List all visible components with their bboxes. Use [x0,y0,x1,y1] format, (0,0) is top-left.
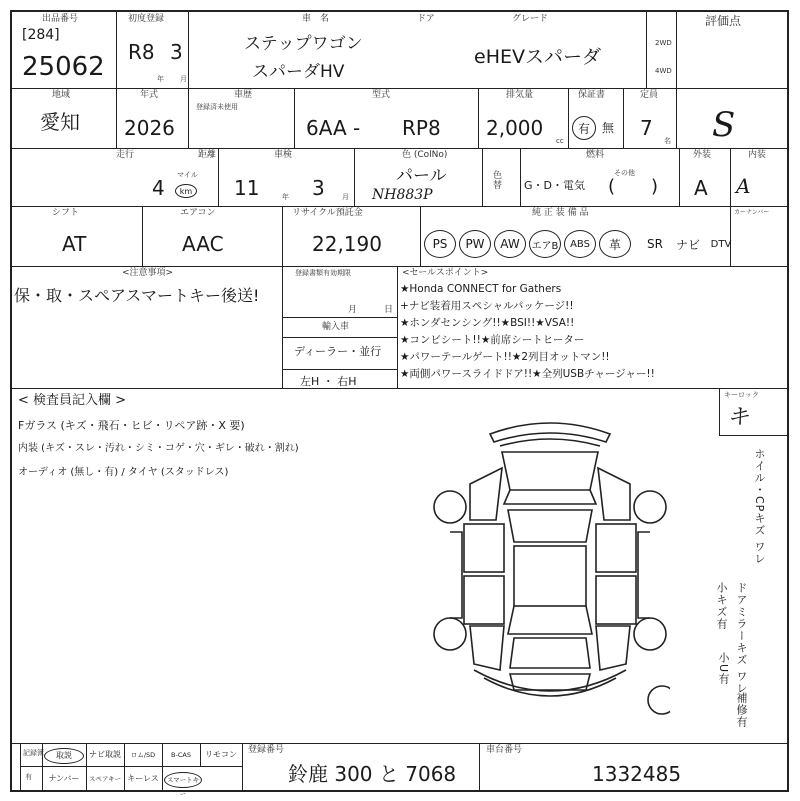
footer-equipment-item: スペアキー [88,775,122,783]
import-label: 輸入車 [322,322,350,332]
lot-number: 25062 [22,52,105,82]
inspection-title: < 検査員記入欄 > [18,393,127,408]
fuel-label: 燃料 [586,150,605,160]
equipment-label: 純 正 装 備 品 [532,208,589,218]
lot-label: 出品番号 [42,14,79,24]
equipment-item: ABS [564,230,596,258]
shift-label: シフト [52,208,80,218]
sales-point: ★両側パワースライドドア!!★全列USBチャージャー!! [400,368,655,380]
remark-2: ドアミラーキズ ワレ [735,582,748,695]
car-number-label: カーナンバー [734,209,770,216]
drive-4wd: 4WD [655,67,672,75]
mileage-sub: 距離 [198,150,217,160]
chassis: 1332485 [592,762,682,786]
equipment-item: エアB [529,230,561,258]
car-name-line1: ステップワゴン [244,34,363,54]
plate-label: 登録番号 [248,745,285,755]
displacement-label: 排気量 [506,90,534,100]
displacement: 2,000 [486,116,544,140]
color-label: 色 (ColNo) [402,150,448,160]
chassis-label: 車台番号 [486,745,523,755]
footer-equipment-item: ナビ取説 [89,750,121,759]
region: 愛知 [40,110,80,134]
sales-point: ★Honda CONNECT for Gathers [400,283,562,295]
car-name-line2: スパーダHV [252,62,345,82]
inspection-label: 車検 [274,150,293,160]
color-code: NH883P [372,187,433,203]
equipment-item: 革 [599,230,631,258]
reg-day: 日 [384,305,394,315]
remark-5: 補修有 [735,692,748,728]
equipment-item: ナビ [675,237,700,252]
footer-left-bot: 有 [25,773,32,781]
sales-point: ★ホンダセンシング!!★BSI!!★VSA!! [400,317,575,329]
inspection-month: 3 [312,176,325,200]
inspection-year: 11 [234,176,260,200]
remark-3: 小キズ有 [715,582,728,630]
fuel-other: その他 [614,169,635,177]
fuel-options: G・D・電気 [524,179,585,192]
interior-label: 内装 [748,150,767,160]
drive-2wd: 2WD [655,39,672,47]
model-code: RP8 [402,116,441,140]
mileage: 4 [152,176,165,200]
key-lock-value: キ [727,405,750,430]
inspection-year-unit: 年 [282,193,289,201]
notes-label: <注意事項> [122,268,174,278]
notes-text: 保・取・スペアスマートキー後送! [14,286,260,305]
score: S [712,105,736,145]
capacity-unit: 名 [664,137,671,145]
equipment-item: PW [459,230,491,258]
footer-equipment-item: B-CAS [171,751,191,759]
sales-point: +ナビ装着用スペシャルパッケージ!! [400,300,574,312]
model-label: 型式 [372,90,391,100]
car-damage-diagram [430,412,670,722]
footer-equipment-item: スマートキー [164,772,202,788]
footer-equipment-item: 取説 [44,748,84,764]
footer-equipment-item: ナンバー [48,774,80,783]
footer-equipment-item: リモコン [205,750,237,759]
sales-point: ★パワーテールゲート!!★2列目オットマン!! [400,351,610,363]
first-reg-month-mark: 月 [180,75,187,83]
shift: AT [62,232,87,256]
vehicle-history-label: 車歴 [234,90,253,100]
vehicle-history-sub: 登録済未使用 [196,103,238,111]
fuel-paren: ( ) [608,176,659,197]
equipment-item: SR [647,237,663,251]
interior: A [736,174,751,198]
recycle: 22,190 [312,232,382,256]
first-reg-label: 初度登録 [128,14,165,24]
inspection-month-unit: 月 [342,193,349,201]
first-reg-year: R8 [128,40,155,64]
sales-point: ★コンビシート!!★前席シートヒーター [400,334,585,346]
lot-sub: [284] [22,27,60,43]
capacity: 7 [640,116,653,140]
warranty-label: 保証書 [578,90,606,100]
color: パール [396,166,447,186]
mileage-unit-top: マイル [177,171,198,179]
first-reg-year-mark: 年 [157,75,164,83]
remark-4: 小U有 [717,652,730,686]
auction-sheet [10,10,789,798]
color-change-label: 色替 [491,170,501,190]
exterior: A [694,176,708,200]
inspection-line3: オーディオ (無し・有) / タイヤ (スタッドレス) [18,467,229,478]
equipment-item: AW [494,230,526,258]
mileage-unit: km [175,184,197,198]
aircon: AAC [182,232,224,256]
car-name-label: 車 名 [302,14,330,24]
model-year: 2026 [124,116,175,140]
reg-expiry-label: 登録書類有効期限 [295,269,351,277]
aircon-label: エアコン [180,208,216,218]
warranty-yes: 有 [572,116,596,140]
warranty-no: 無 [602,121,615,135]
reg-month: 月 [348,305,358,315]
equipment-item: PS [424,230,456,258]
capacity-label: 定員 [640,90,659,100]
exterior-label: 外装 [693,150,712,160]
footer-equipment-item: ロム/SD [130,751,156,759]
equipment-item: DTV [710,238,732,250]
key-lock-label: キーロック [724,391,759,399]
model-prefix: 6AA - [306,116,361,140]
footer-equipment-item: キーレス [127,774,159,783]
sales-label: <セールスポイント> [402,268,489,278]
first-reg-month: 3 [170,40,183,64]
mileage-label: 走行 [116,150,135,160]
dealer: ディーラー・並行 [294,345,382,358]
door-label: ドア [417,14,435,24]
inspection-line1: Fガラス (キズ・飛石・ヒビ・リペア跡・X 要) [18,419,245,432]
model-year-label: 年式 [140,90,159,100]
inspection-line2: 内装 (キズ・スレ・汚れ・シミ・コゲ・穴・ギレ・破れ・割れ) [18,443,299,454]
handle: 左H ・ 右H [300,375,357,388]
region-label: 地域 [52,90,71,100]
grade: eHEVスパーダ [474,46,601,68]
recycle-label: リサイクル預託金 [292,208,363,218]
grade-label: グレード [512,14,549,24]
displacement-unit: cc [556,137,564,145]
plate: 鈴鹿 300 と 7068 [288,762,457,786]
score-label: 評価点 [705,14,742,28]
remark-1: ホイル・CPキズ ワレ [753,448,766,565]
footer-left-top: 記録簿 [23,749,44,757]
